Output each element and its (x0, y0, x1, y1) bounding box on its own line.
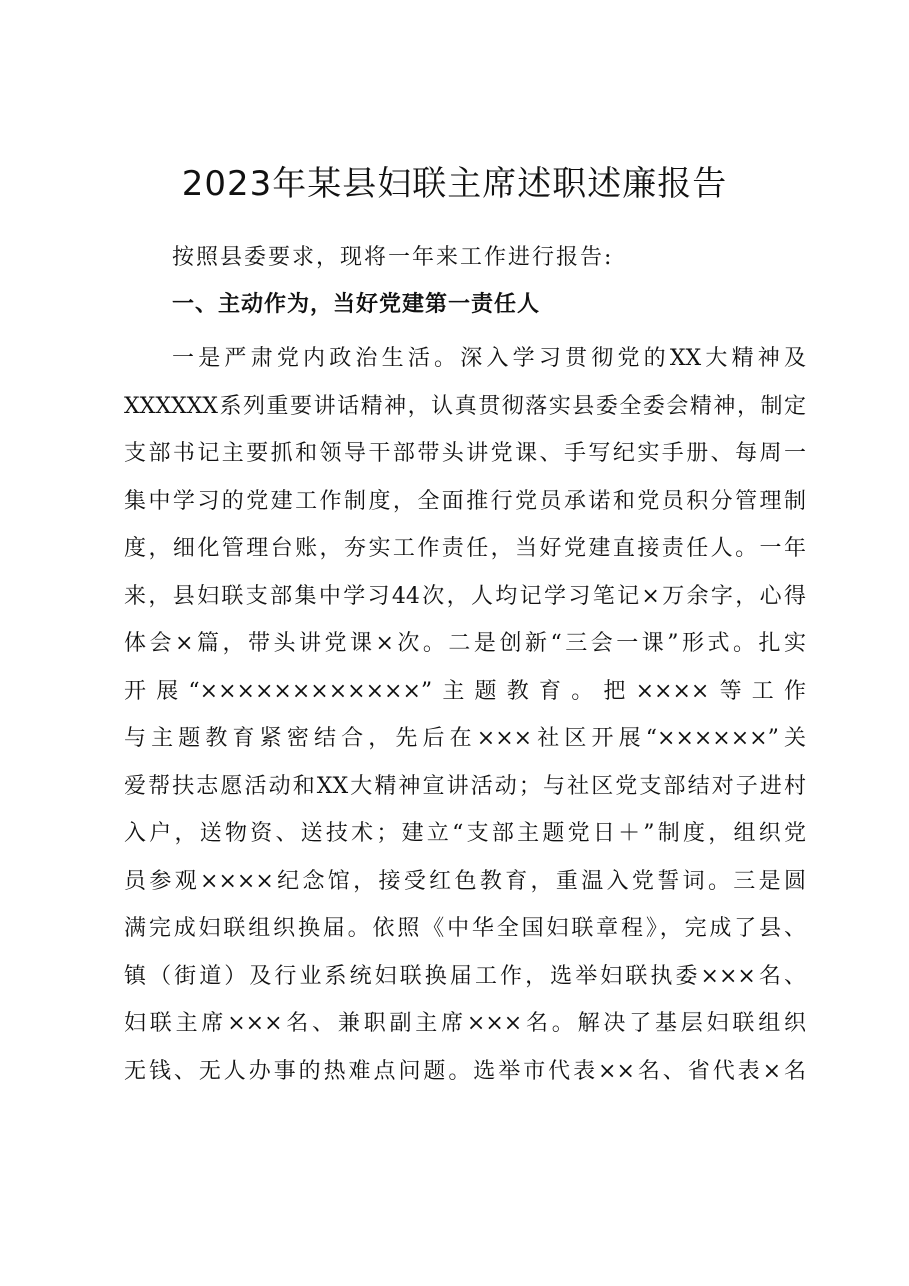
body-line: 满完成妇联组织换届。依照《中华全国妇联章程》，完成了县、 (124, 916, 806, 941)
section-heading: 一、主动作为，当好党建第一责任人 (172, 292, 541, 317)
intro-paragraph: 按照县委要求，现将一年来工作进行报告: (172, 245, 614, 270)
body-line: 爱帮扶志愿活动和XX大精神宣讲活动；与社区党支部结对子进村 (124, 773, 806, 799)
body-line: 员参观××××纪念馆，接受红色教育，重温入党誓词。三是圆 (124, 868, 806, 894)
body-line: XXXXXX系列重要讲话精神，认真贯彻落实县委全委会精神，制定 (124, 393, 806, 419)
body-line: 度，细化管理台账，夯实工作责任，当好党建直接责任人。一年 (124, 536, 806, 561)
body-line: 镇（街道）及行业系统妇联换届工作，选举妇联执委×××名、 (124, 963, 806, 989)
body-line: 无钱、无人办事的热难点问题。选举市代表××名、省代表×名 (124, 1058, 806, 1084)
body-line: 一是严肃党内政治生活。深入学习贯彻党的XX大精神及 (172, 346, 806, 371)
body-line: 体会×篇，带头讲党课×次。二是创新“三会一课”形式。扎实 (124, 631, 806, 656)
body-line: 入户，送物资、送技术；建立“支部主题党日＋”制度，组织党 (124, 821, 806, 846)
body-line: 妇联主席×××名、兼职副主席×××名。解决了基层妇联组织 (124, 1011, 806, 1036)
body-line: 集中学习的党建工作制度，全面推行党员承诺和党员积分管理制 (124, 488, 806, 514)
body-line: 支部书记主要抓和领导干部带头讲党课、手写纪实手册、每周一 (124, 441, 806, 466)
document-title: 2023年某县妇联主席述职述廉报告 (181, 164, 728, 204)
body-line: 来，县妇联支部集中学习44次，人均记学习笔记×万余字，心得 (124, 583, 806, 609)
body-line: 开展“××××××××××××”主题教育。把××××等工作 (124, 678, 806, 704)
body-line: 与主题教育紧密结合，先后在×××社区开展“××××××”关 (124, 726, 806, 751)
body-paragraph (124, 335, 806, 1095)
